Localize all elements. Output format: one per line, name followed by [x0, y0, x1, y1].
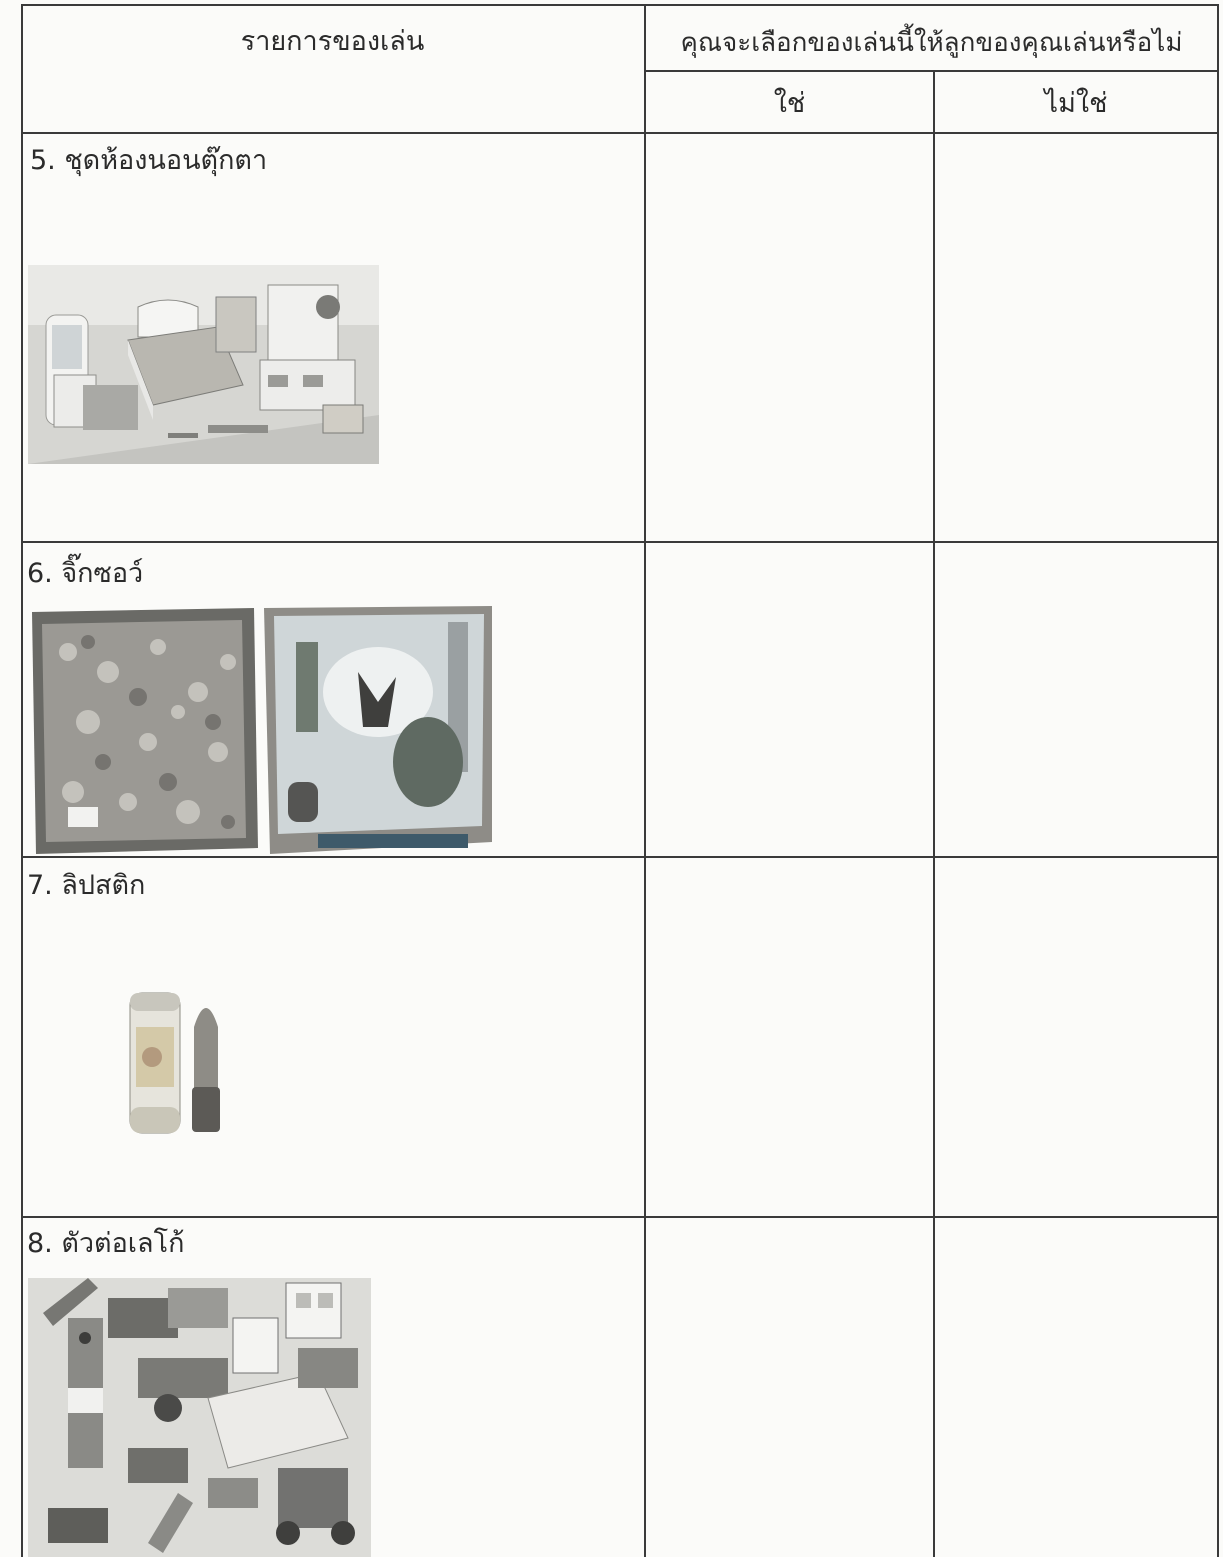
- table-border-left: [21, 4, 23, 1557]
- item-5-label: 5. ชุดห้องนอนตุ๊กตา: [30, 145, 268, 176]
- header-sub-divider: [644, 70, 1219, 72]
- table-border-top: [21, 4, 1219, 6]
- item-6-no-cell[interactable]: [935, 543, 1217, 856]
- no-column-header: ไม่ใช่: [1044, 88, 1108, 119]
- item-6-yes-cell[interactable]: [646, 543, 933, 856]
- item-8-label: 8. ตัวต่อเลโก้: [27, 1228, 185, 1259]
- lego-blocks-photo: [28, 1278, 371, 1557]
- yes-column-header: ใช่: [773, 88, 806, 119]
- item-7-yes-cell[interactable]: [646, 858, 933, 1216]
- questionnaire-table: [21, 4, 1219, 1557]
- lipstick-photo: [124, 987, 230, 1137]
- table-border-right: [1217, 4, 1219, 1557]
- item-7-label: 7. ลิปสติก: [27, 870, 146, 901]
- item-list-header: รายการของเล่น: [240, 26, 425, 57]
- doll-bedroom-set-photo: [28, 265, 379, 464]
- item-5-no-cell[interactable]: [935, 134, 1217, 541]
- item-5-yes-cell[interactable]: [646, 134, 933, 541]
- item-8-yes-cell[interactable]: [646, 1218, 933, 1557]
- item-8-no-cell[interactable]: [935, 1218, 1217, 1557]
- item-6-label: 6. จิ๊กซอว์: [27, 558, 144, 589]
- choice-question-header: คุณจะเลือกของเล่นนี้ให้ลูกของคุณเล่นหรือไม่: [680, 28, 1183, 58]
- jigsaw-puzzle-photo: [28, 602, 496, 856]
- item-7-no-cell[interactable]: [935, 858, 1217, 1216]
